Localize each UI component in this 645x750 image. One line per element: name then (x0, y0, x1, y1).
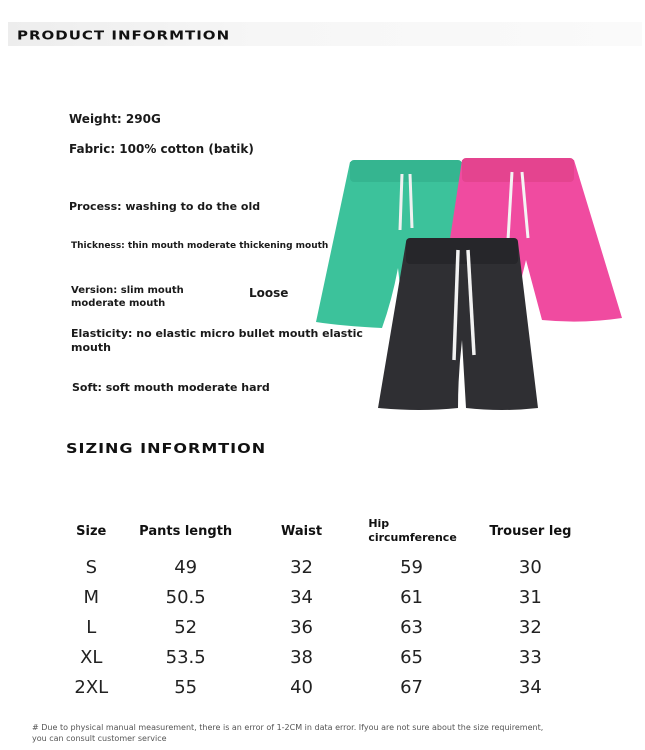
cell-trouser-leg: 34 (518, 676, 542, 698)
cell-size: M (83, 586, 100, 608)
spec-elasticity: Elasticity: no elastic micro bullet mouth elastic mouth (71, 327, 363, 354)
shorts-illustration (312, 150, 627, 415)
sizing-info-title: SIZING INFORMTION (66, 440, 267, 457)
table-row (66, 642, 586, 672)
header-hip-circumference: Hip circumference (368, 517, 457, 544)
header-pants-length: Pants length (139, 523, 233, 539)
cell-hip: 61 (400, 586, 423, 608)
cell-waist: 40 (290, 676, 313, 698)
cell-trouser-leg: 30 (518, 556, 542, 578)
cell-waist: 38 (290, 646, 313, 668)
cell-trouser-leg: 32 (518, 616, 542, 638)
spec-weight: Weight: 290G (69, 112, 161, 126)
cell-size: S (85, 556, 97, 578)
header-trouser-leg: Trouser leg (489, 523, 572, 539)
cell-pants-length: 53.5 (165, 646, 206, 668)
size-table-header-row (66, 510, 586, 552)
header-waist: Waist (281, 523, 323, 539)
spec-version: Version: slim mouth moderate mouth (71, 285, 184, 309)
cell-hip: 59 (400, 556, 423, 578)
measurement-footnote: # Due to physical manual measurement, there is an error of 1-2CM in data error. Ifyou are not sure about the size requirement, you can consult customer service (32, 723, 544, 743)
spec-fabric: Fabric: 100% cotton (batik) (69, 142, 254, 156)
spec-soft: Soft: soft mouth moderate hard (72, 381, 270, 394)
table-row (66, 672, 586, 702)
cell-waist: 36 (290, 616, 313, 638)
product-info-title: PRODUCT INFORMTION (17, 27, 231, 43)
cell-size: 2XL (74, 676, 109, 698)
cell-hip: 65 (400, 646, 423, 668)
spec-process: Process: washing to do the old (69, 200, 261, 213)
product-image (312, 150, 627, 415)
table-row (66, 582, 586, 612)
cell-pants-length: 52 (174, 616, 198, 638)
cell-pants-length: 55 (174, 676, 198, 698)
cell-hip: 63 (400, 616, 423, 638)
cell-waist: 32 (290, 556, 313, 578)
cell-hip: 67 (400, 676, 423, 698)
table-row (66, 552, 586, 582)
header-size: Size (76, 523, 107, 539)
table-row (66, 612, 586, 642)
cell-trouser-leg: 33 (518, 646, 542, 668)
cell-trouser-leg: 31 (518, 586, 542, 608)
cell-size: L (86, 616, 97, 638)
cell-pants-length: 50.5 (165, 586, 206, 608)
spec-version-loose: Loose (249, 286, 289, 300)
cell-pants-length: 49 (174, 556, 198, 578)
cell-waist: 34 (290, 586, 313, 608)
size-table (66, 510, 586, 702)
spec-thickness: Thickness: thin mouth moderate thickening mouth (71, 241, 329, 251)
cell-size: XL (80, 646, 103, 668)
